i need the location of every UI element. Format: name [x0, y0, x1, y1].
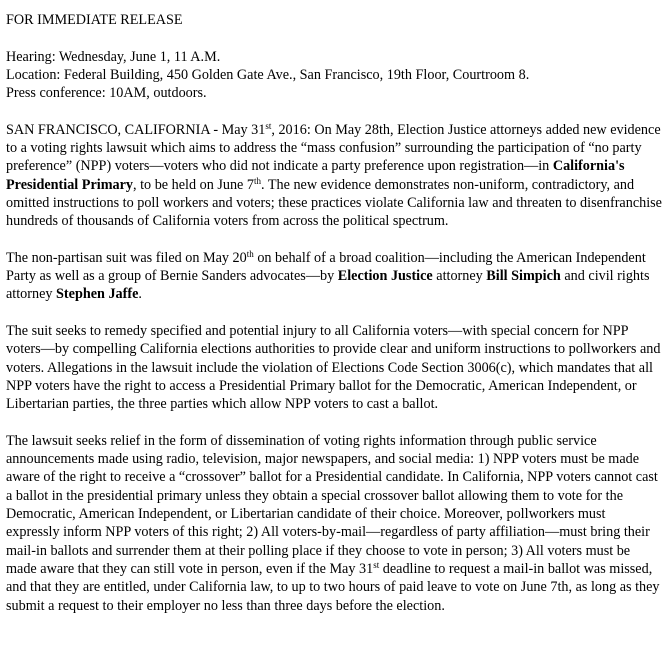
- paragraph-text: , 2016: On May 28th, Election Justice attorneys added new evidence to a voting rights lawsuit which aims to address the “mass confusion” surrounding the participation of “no party preference” (NPP) voters—voters who did not indicate a party preference upon registration—in: [6, 121, 661, 175]
- paragraph-text: deadline to request a mail-in ballot was missed, and that they are entitled, under California law, to up to two hours of paid leave to vote on June 7th, as long as they submit a request to their employer no less than three days before the election.: [6, 560, 660, 614]
- attorney-name: Stephen Jaffe: [56, 286, 139, 303]
- paragraph-text: attorney: [432, 268, 487, 285]
- paragraph-filing: [6, 249, 662, 304]
- location-line: Location: Federal Building, 450 Golden Gate Ave., San Francisco, 19th Floor, Courtroom 8.: [6, 66, 530, 83]
- paragraph-remedy: The suit seeks to remedy specified and potential injury to all California voters—with special concern for NPP voters—by compelling California elections authorities to provide clear and uniform instructions to pollworkers and voters. Allegations in the lawsuit include the violation of Elections Code Section 3006(c), which mandates that all NPP voters have the right to access a Presidential Primary ballot for the Democratic, American Independent, or Libertarian parties, the three parties which allow NPP voters to cast a ballot.: [6, 323, 661, 413]
- attorney-name: Bill Simpich: [486, 268, 561, 285]
- hearing-line: Hearing: Wednesday, June 1, 11 A.M.: [6, 48, 221, 65]
- date-superscript: th: [246, 248, 254, 259]
- press-conference-line: Press conference: 10AM, outdoors.: [6, 85, 207, 102]
- paragraph-text: and civil rights attorney: [6, 268, 650, 303]
- paragraph-relief: [6, 432, 662, 615]
- date-superscript: st: [373, 559, 380, 570]
- paragraph-text: . The new evidence demonstrates non-uniform, contradictory, and omitted instructions to poll workers and voters; these practices violate California law and threaten to disenfranchise hundreds of thousands of California voters from across the political spectrum.: [6, 176, 662, 230]
- paragraph-evidence: [6, 121, 662, 231]
- organization-name: Election Justice: [337, 268, 433, 285]
- press-release: [6, 11, 662, 633]
- event-details: [6, 48, 662, 103]
- paragraph-text: The non-partisan suit was filed on May 20: [6, 249, 247, 266]
- paragraph-text: The lawsuit seeks relief in the form of dissemination of voting rights information through public service announcements made using radio, television, major newspapers, and social media: 1) NPP voters must be made aware of the right to receive a “crossover” ballot for a Presidential candidate. In California, NPP voters cannot cast a ballot in the presidential primary unless they obtain a special crossover ballot allowing them to vote for the Democratic, American Independent, or Libertarian candidate of their choice. Moreover, pollworkers must expressly inform NPP voters of this right; 2) All voters-by-mail—regardless of party affiliation—must bring their mail-in ballots and surrender them at their polling place if they choose to vote in person; 3) All voters must be made aware that they can still vote in person, even if the May 31: [6, 432, 658, 577]
- date-superscript: th: [253, 175, 261, 186]
- release-heading: FOR IMMEDIATE RELEASE: [6, 12, 183, 28]
- dateline: SAN FRANCISCO, CALIFORNIA - May 31: [6, 121, 266, 138]
- primary-name: California's Presidential Primary: [6, 158, 625, 193]
- paragraph-text: on behalf of a broad coalition—including the American Independent Party as well as a group of Bernie Sanders advocates—by: [6, 249, 646, 285]
- dateline-superscript: st: [265, 120, 272, 131]
- paragraph-text: .: [138, 286, 142, 303]
- paragraph-text: , to be held on June 7: [133, 176, 254, 193]
